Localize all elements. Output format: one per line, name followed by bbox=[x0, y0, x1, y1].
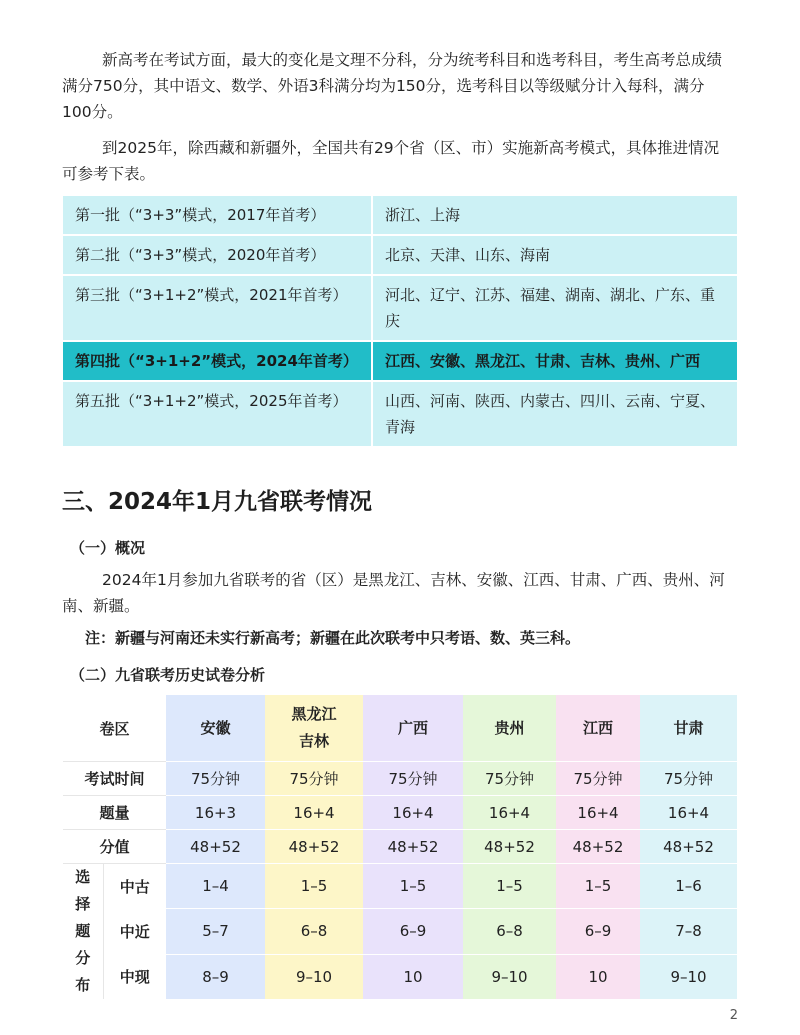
distribution-row bbox=[63, 909, 737, 954]
page-number: 2 bbox=[729, 1008, 738, 1023]
distribution-label-cell: 中古 bbox=[103, 864, 166, 909]
region-name-line1: 甘肃 bbox=[673, 718, 704, 737]
distribution-value-cell: 9–10 bbox=[640, 954, 737, 999]
distribution-label-cell: 中近 bbox=[103, 909, 166, 954]
batch-row bbox=[63, 275, 737, 341]
exam-value-cell: 16+4 bbox=[463, 796, 556, 830]
exam-value-cell: 75分钟 bbox=[166, 762, 265, 796]
region-header-label bbox=[292, 701, 337, 755]
region-header-cell bbox=[556, 695, 640, 762]
distribution-value-cell: 1–4 bbox=[166, 864, 265, 909]
group-label-char: 分 bbox=[75, 949, 91, 967]
group-label-char: 布 bbox=[75, 976, 91, 994]
batch-provinces-cell: 山西、河南、陕西、内蒙古、四川、云南、宁夏、青海 bbox=[372, 381, 737, 447]
distribution-value-cell: 1–6 bbox=[640, 864, 737, 909]
distribution-value-cell: 7–8 bbox=[640, 909, 737, 954]
region-name-line2: 吉林 bbox=[299, 732, 330, 750]
region-header-label bbox=[583, 715, 613, 742]
distribution-value-cell: 6–8 bbox=[463, 909, 556, 954]
batch-provinces-cell: 河北、辽宁、江苏、福建、湖南、湖北、广东、重庆 bbox=[372, 275, 737, 341]
exam-value-cell: 16+4 bbox=[640, 796, 737, 830]
exam-value-cell: 48+52 bbox=[363, 830, 463, 864]
distribution-group-label bbox=[63, 864, 103, 1000]
exam-value-cell: 16+3 bbox=[166, 796, 265, 830]
batch-provinces-cell: 浙江、上海 bbox=[372, 196, 737, 235]
intro-paragraph-1: 新高考在考试方面，最大的变化是文理不分科，分为统考科目和选考科目，考生高考总成绩满分750分，其中语文、数学、外语3科满分均为150分，选考科目以等级赋分计入每科，满分100分。 bbox=[62, 51, 723, 121]
exam-value-cell: 48+52 bbox=[166, 830, 265, 864]
distribution-label-cell: 中现 bbox=[103, 954, 166, 999]
note-text: 注：新疆与河南还未实行新高考；新疆在此次联考中只考语、数、英三科。 bbox=[85, 629, 581, 647]
exam-row bbox=[63, 830, 737, 864]
region-name-line1: 安徽 bbox=[200, 718, 231, 737]
distribution-value-cell: 1–5 bbox=[363, 864, 463, 909]
exam-value-cell: 75分钟 bbox=[463, 762, 556, 796]
exam-value-cell: 75分钟 bbox=[363, 762, 463, 796]
region-name-line1: 广西 bbox=[398, 718, 429, 737]
exam-value-cell: 16+4 bbox=[265, 796, 363, 830]
batch-name-cell: 第四批（“3+1+2”模式，2024年首考） bbox=[63, 341, 372, 381]
distribution-value-cell: 6–9 bbox=[556, 909, 640, 954]
overview-paragraph: 2024年1月参加九省联考的省（区）是黑龙江、吉林、安徽、江西、甘肃、广西、贵州、河南、新疆。 bbox=[62, 571, 725, 615]
exam-value-cell: 48+52 bbox=[265, 830, 363, 864]
region-header-cell bbox=[265, 695, 363, 762]
batch-row bbox=[63, 196, 737, 235]
exam-value-cell: 48+52 bbox=[556, 830, 640, 864]
row-label-cell: 考试时间 bbox=[63, 762, 166, 796]
batch-name-cell: 第一批（“3+3”模式，2017年首考） bbox=[63, 196, 372, 235]
region-header-label bbox=[201, 715, 231, 742]
batch-provinces-cell: 北京、天津、山东、海南 bbox=[372, 235, 737, 275]
distribution-row bbox=[63, 864, 737, 909]
region-header-label bbox=[495, 715, 525, 742]
exam-row bbox=[63, 796, 737, 830]
batch-name-cell: 第五批（“3+1+2”模式，2025年首考） bbox=[63, 381, 372, 447]
batch-row bbox=[63, 381, 737, 447]
distribution-value-cell: 6–8 bbox=[265, 909, 363, 954]
distribution-value-cell: 9–10 bbox=[463, 954, 556, 999]
group-label-char: 选 bbox=[75, 868, 91, 886]
batch-row bbox=[63, 235, 737, 275]
exam-value-cell: 48+52 bbox=[640, 830, 737, 864]
batch-provinces-cell: 江西、安徽、黑龙江、甘肃、吉林、贵州、广西 bbox=[372, 341, 737, 381]
distribution-value-cell: 5–7 bbox=[166, 909, 265, 954]
distribution-value-cell: 6–9 bbox=[363, 909, 463, 954]
distribution-value-cell: 10 bbox=[556, 954, 640, 999]
corner-header-cell: 卷区 bbox=[63, 695, 166, 762]
distribution-value-cell: 1–5 bbox=[463, 864, 556, 909]
batch-name-cell: 第二批（“3+3”模式，2020年首考） bbox=[63, 235, 372, 275]
region-header-cell bbox=[463, 695, 556, 762]
row-label-cell: 题量 bbox=[63, 796, 166, 830]
region-name-line1: 黑龙江 bbox=[291, 705, 337, 723]
distribution-value-cell: 9–10 bbox=[265, 954, 363, 999]
region-header-label bbox=[674, 715, 704, 742]
exam-value-cell: 16+4 bbox=[556, 796, 640, 830]
region-header-cell bbox=[363, 695, 463, 762]
distribution-value-cell: 10 bbox=[363, 954, 463, 999]
group-label-char: 题 bbox=[75, 922, 91, 940]
distribution-value-cell: 1–5 bbox=[556, 864, 640, 909]
group-label-char: 择 bbox=[75, 895, 91, 913]
exam-value-cell: 75分钟 bbox=[556, 762, 640, 796]
exam-analysis-table bbox=[63, 695, 737, 1000]
subsection-analysis-title: （二）九省联考历史试卷分析 bbox=[70, 666, 266, 684]
subsection-overview-title: （一）概况 bbox=[70, 539, 146, 557]
exam-value-cell: 48+52 bbox=[463, 830, 556, 864]
intro-paragraph-2: 到2025年，除西藏和新疆外，全国共有29个省（区、市）实施新高考模式，具体推进情况可参考下表。 bbox=[62, 139, 720, 183]
region-header-label bbox=[398, 715, 428, 742]
batch-row bbox=[63, 341, 737, 381]
row-label-cell: 分值 bbox=[63, 830, 166, 864]
exam-row bbox=[63, 762, 737, 796]
section-title: 三、2024年1月九省联考情况 bbox=[62, 489, 373, 515]
batch-name-cell: 第三批（“3+1+2”模式，2021年首考） bbox=[63, 275, 372, 341]
distribution-row bbox=[63, 954, 737, 999]
exam-value-cell: 75分钟 bbox=[640, 762, 737, 796]
distribution-value-cell: 1–5 bbox=[265, 864, 363, 909]
region-header-cell bbox=[166, 695, 265, 762]
distribution-value-cell: 8–9 bbox=[166, 954, 265, 999]
exam-value-cell: 16+4 bbox=[363, 796, 463, 830]
batch-table bbox=[63, 196, 737, 448]
exam-value-cell: 75分钟 bbox=[265, 762, 363, 796]
exam-header-row bbox=[63, 695, 737, 762]
region-name-line1: 贵州 bbox=[494, 718, 525, 737]
region-header-cell bbox=[640, 695, 737, 762]
region-name-line1: 江西 bbox=[583, 718, 614, 737]
